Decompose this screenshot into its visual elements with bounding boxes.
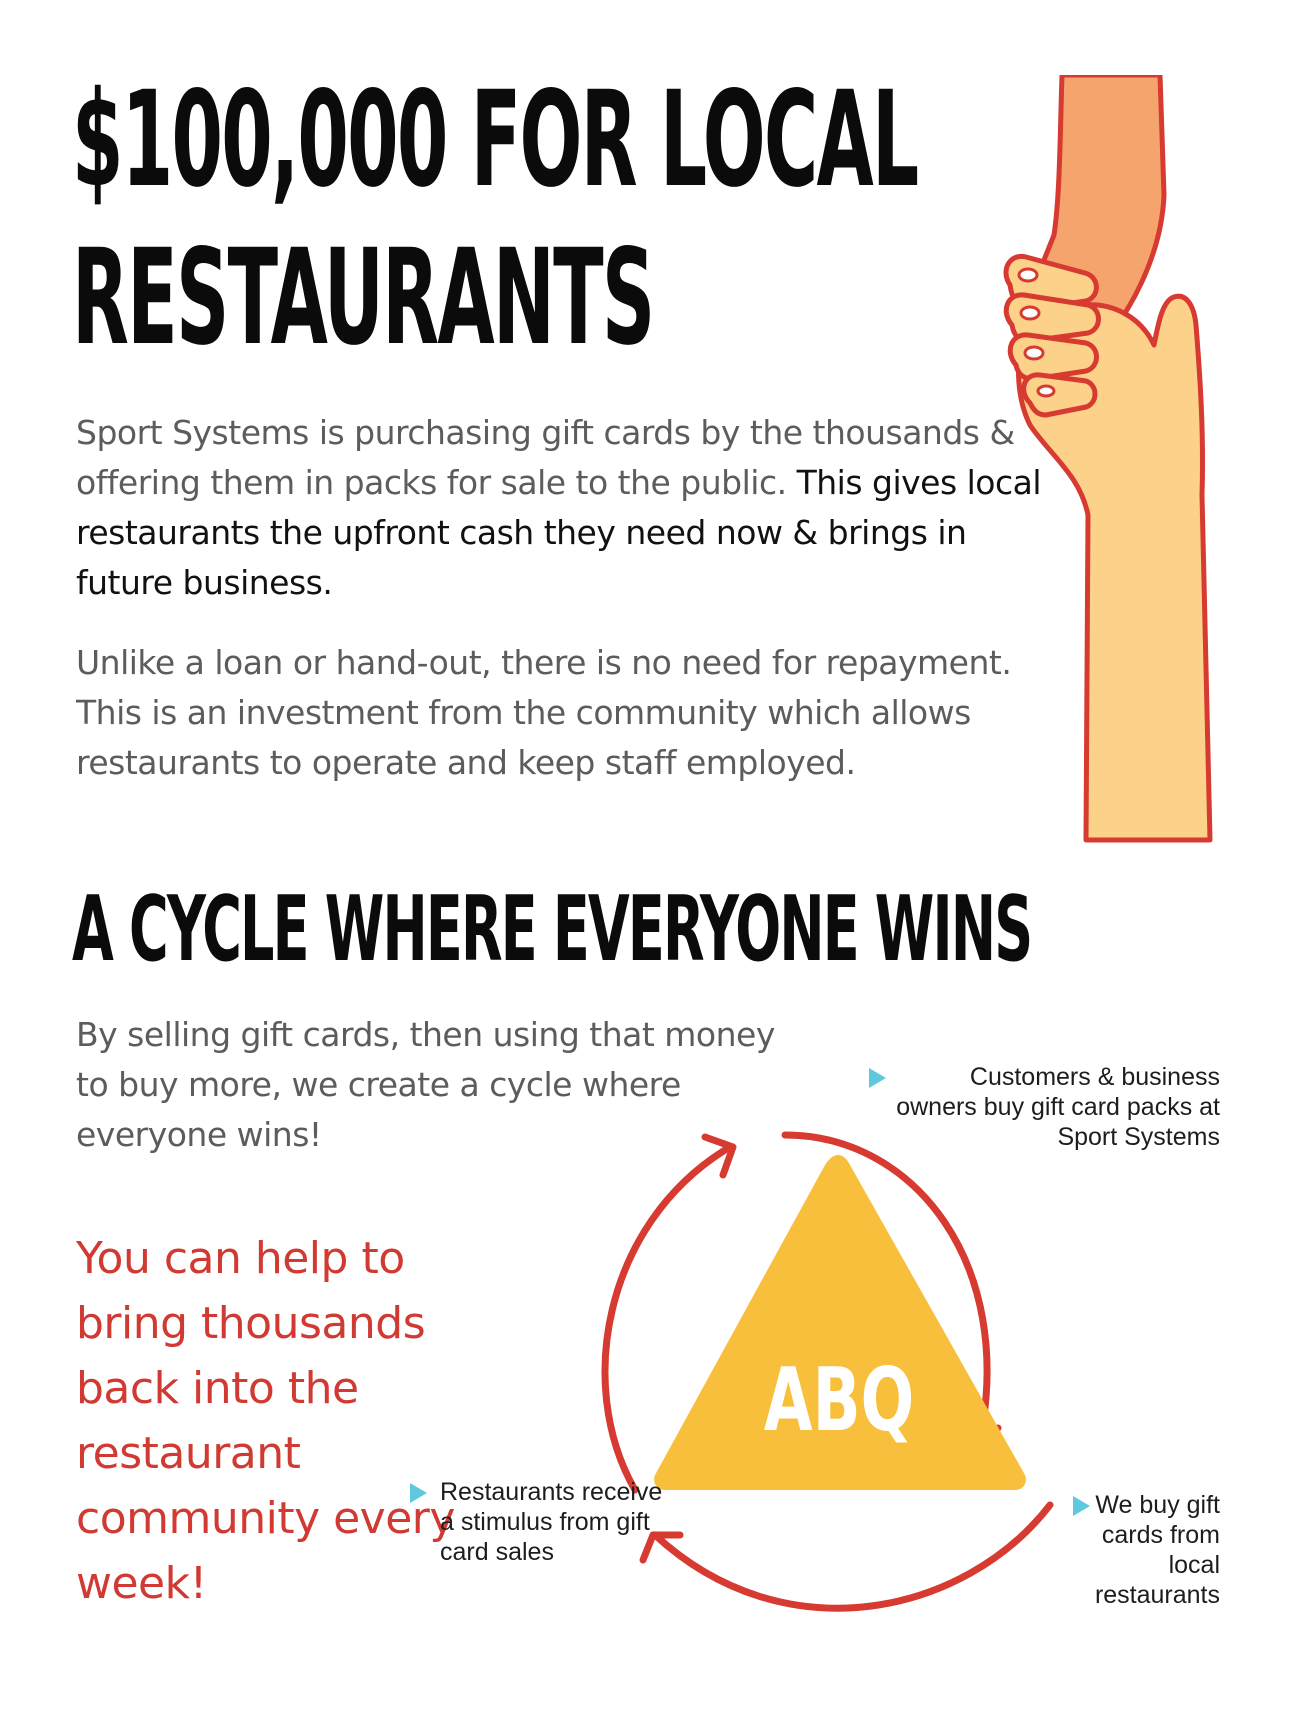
cycle-arrow-bottom [655,1505,1050,1608]
triangle-marker-icon [1073,1496,1090,1516]
step-customers-text: Customers & business owners buy gift card packs at Sport Systems [896,1063,1220,1151]
repayment-paragraph: Unlike a loan or hand-out, there is no need for repayment. This is an investment from the community which allows restaurants to operate and keep staff employed. [76,643,1012,782]
page-title-line-2: RESTAURANTS [72,221,654,375]
triangle-marker-icon [869,1068,886,1088]
call-to-action: You can help to bring thousands back into the restaurant community every week! [76,1233,455,1609]
cycle-description: By selling gift cards, then using that money to buy more, we create a cycle where everyone wins! [76,1015,775,1154]
step-we-buy-caption [1045,1490,1220,1610]
step-customers-caption [895,1062,1220,1152]
intro-paragraph [76,408,1056,608]
intro-text: Sport Systems is purchasing gift cards by the thousands & offering them in packs for sale to the public. [76,413,1015,502]
finger-3 [1010,335,1096,379]
center-label: ABQ [763,1348,915,1451]
finger-4 [1024,375,1095,415]
triangle-marker-icon [410,1483,427,1503]
helping-hands-icon [990,75,1220,845]
step-restaurants-caption [440,1477,670,1567]
step-we-buy-text: We buy gift cards from local restaurants [1094,1491,1220,1609]
step-restaurants-text: Restaurants receive a stimulus from gift card sales [440,1478,663,1566]
page-title-line-1: $100,000 FOR LOCAL [72,63,918,217]
intro-emphasis: This gives local restaurants the upfront cash they need now & brings in future business. [76,463,1042,602]
cycle-heading: A CYCLE WHERE EVERYONE WINS [72,877,1032,982]
